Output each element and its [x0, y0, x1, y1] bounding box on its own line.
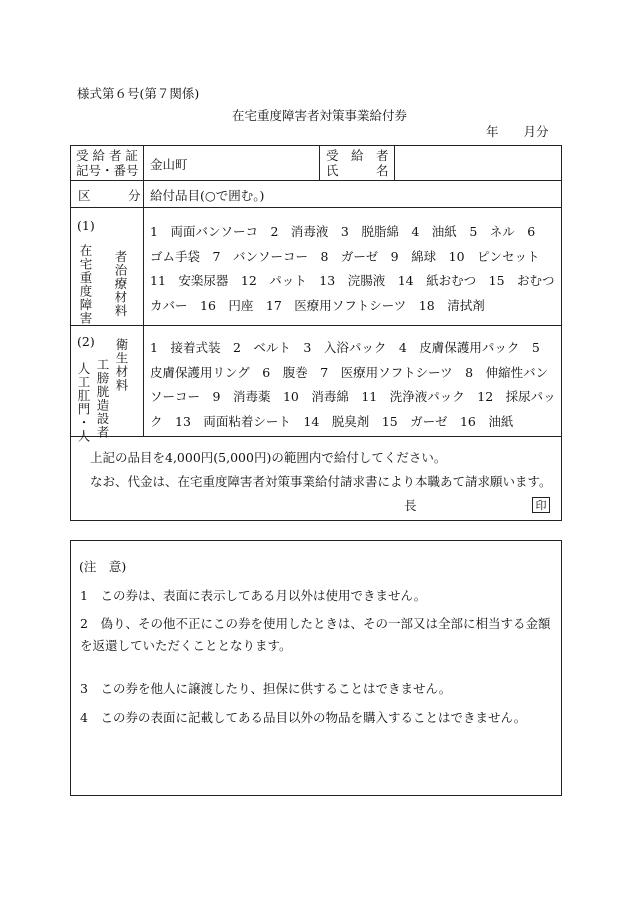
section1-label-b: 者治療材料: [113, 250, 128, 318]
section1-number: (1): [77, 218, 95, 233]
recipient-name-field[interactable]: [396, 147, 560, 178]
note-4: 4 この券の表面に記載してある品目以外の物品を購入することはできません。: [80, 710, 527, 725]
section2-label-b: 工膀胱造設者: [95, 358, 110, 439]
section1-items: 1 両面バンソーコ 2 消毒液 3 脱脂綿 4 油紙 5 ネル 6 ゴム手袋 7 バンソーコー 8 ガーゼ 9 綿球 10 ピンセット 11 安楽尿器 12 パット 13 浣腸液 14 紙おむつ 15 おむつカバー 16 円座 17 医療用ソフトシーツ 18 清拭剤: [150, 224, 555, 313]
section2-number: (2): [77, 334, 95, 349]
category-value: 給付品目(○で囲む。): [150, 188, 265, 203]
note-1: 1 この券は、表面に表示してある月以外は使用できません。: [80, 588, 427, 603]
note-2: 2 偽り、その他不正にこの券を使用したときは、その一部又は全部に相当する金額を返還していただくこととなります。: [80, 616, 551, 653]
notes-box: [70, 540, 562, 796]
year-month-field: 年 月分: [486, 124, 549, 139]
cert-number-label: 受 給 者 証 記号・番号: [76, 148, 139, 178]
amount-instruction: 上記の品目を4,000円(5,000円)の範囲内で給付してください。: [90, 450, 447, 465]
recipient-name-label: 受 給 者 氏 名: [326, 148, 389, 178]
form-number: 様式第６号(第７関係): [77, 86, 200, 101]
section1-label-a: 在宅重度障害: [78, 244, 93, 325]
note-3: 3 この券を他人に譲渡したり、担保に供することはできません。: [80, 681, 452, 696]
chief-label: 長: [404, 498, 417, 513]
category-label: 区 分: [78, 188, 141, 203]
section2-label-a: 人工肛門・人: [76, 362, 91, 443]
section2-items: 1 接着式装 2 ベルト 3 入浴パック 4 皮膚保護用パック 5 皮膚保護用リング 6 腹巻 7 医療用ソフトシーツ 8 伸縮性バンソーコー 9 消毒薬 10 消毒綿 11 洗浄液パック 12 採尿パック 13 両面粘着シート 14 脱臭剤 15 ガーゼ 16 油紙: [150, 340, 556, 429]
notes-heading: (注 意): [79, 559, 127, 574]
section2-label-c: 衛生材料: [114, 338, 129, 392]
seal-mark: 印: [532, 497, 550, 513]
payment-instruction: なお、代金は、在宅重度障害者対策事業給付請求書により本職あて請求願います。: [90, 474, 552, 489]
town-name: 金山町: [150, 157, 188, 172]
document-title: 在宅重度障害者対策事業給付券: [232, 108, 408, 123]
